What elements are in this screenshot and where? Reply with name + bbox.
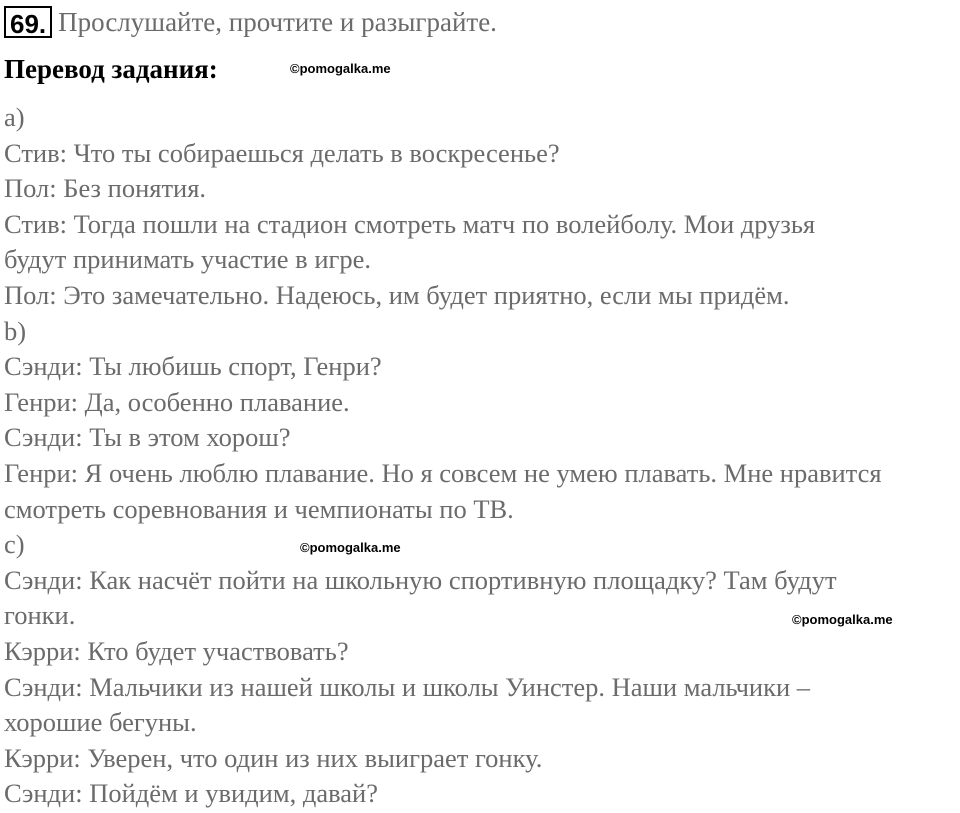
watermark: ©pomogalka.me: [792, 612, 893, 627]
dialogue-line: гонки.: [4, 600, 76, 631]
task-instruction: Прослушайте, прочтите и разыграйте.: [58, 6, 497, 37]
section-label-b: b): [4, 315, 27, 346]
dialogue-line: Стив: Что ты собираешься делать в воскресенье?: [4, 137, 560, 168]
dialogue-text: [4, 100, 954, 812]
dialogue-line: Генри: Да, особенно плавание.: [4, 386, 350, 417]
dialogue-line: Кэрри: Кто будет участвовать?: [4, 635, 349, 666]
dialogue-line: Сэнди: Ты в этом хорош?: [4, 422, 291, 453]
dialogue-line: хорошие бегуны.: [4, 707, 197, 738]
task-header: [4, 4, 497, 40]
watermark: ©pomogalka.me: [300, 540, 401, 555]
dialogue-line: Пол: Это замечательно. Надеюсь, им будет приятно, если мы придём.: [4, 279, 790, 310]
dialogue-line: Сэнди: Ты любишь спорт, Генри?: [4, 351, 382, 382]
dialogue-line: Сэнди: Как насчёт пойти на школьную спортивную площадку? Там будут: [4, 564, 837, 595]
dialogue-line: Кэрри: Уверен, что один из них выиграет гонку.: [4, 742, 543, 773]
dialogue-line: смотреть соревнования и чемпионаты по ТВ.: [4, 493, 514, 524]
dialogue-line: Пол: Без понятия.: [4, 173, 207, 204]
dialogue-line: будут принимать участие в игре.: [4, 244, 372, 275]
section-label-c: c): [4, 529, 25, 560]
translation-heading: Перевод задания:: [4, 54, 218, 84]
watermark: ©pomogalka.me: [290, 61, 391, 76]
dialogue-line: Стив: Тогда пошли на стадион смотреть матч по волейболу. Мои друзья: [4, 208, 816, 239]
section-label-a: a): [4, 102, 25, 132]
dialogue-line: Сэнди: Пойдём и увидим, давай?: [4, 778, 378, 809]
dialogue-line: Генри: Я очень люблю плавание. Но я совсем не умею плавать. Мне нравится: [4, 457, 882, 488]
task-number-box: 69.: [4, 6, 52, 38]
dialogue-line: Сэнди: Мальчики из нашей школы и школы Уинстер. Наши мальчики –: [4, 671, 811, 702]
